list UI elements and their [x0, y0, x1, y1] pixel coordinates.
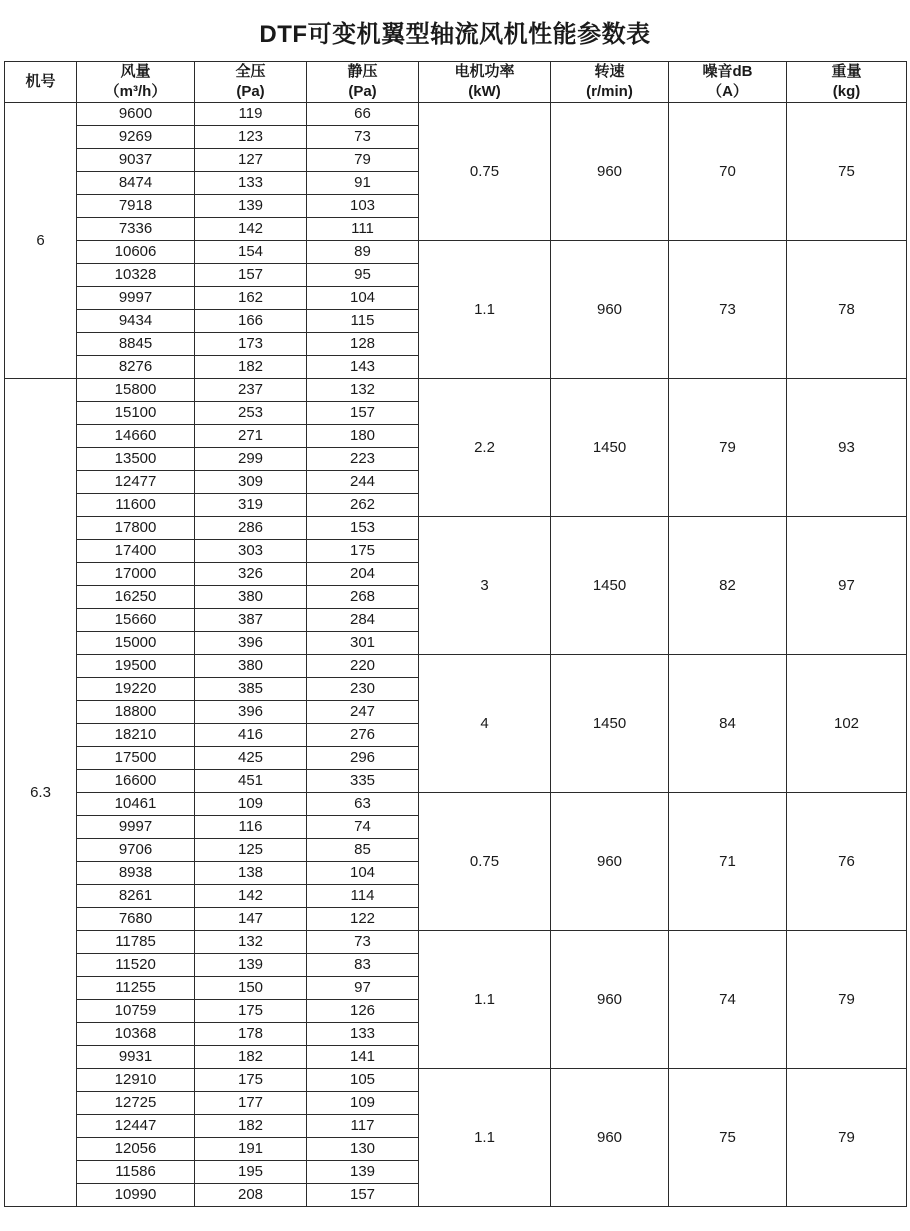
cell-total-pressure: 182	[195, 356, 307, 379]
cell-static-pressure: 268	[307, 586, 419, 609]
column-header-weight: 重量 (kg)	[787, 62, 907, 103]
cell-static-pressure: 85	[307, 839, 419, 862]
cell-static-pressure: 139	[307, 1161, 419, 1184]
cell-total-pressure: 147	[195, 908, 307, 931]
cell-total-pressure: 139	[195, 954, 307, 977]
page-title: DTF可变机翼型轴流风机性能参数表	[259, 21, 651, 48]
cell-weight: 93	[787, 379, 907, 517]
cell-airflow: 10368	[77, 1023, 195, 1046]
cell-total-pressure: 175	[195, 1000, 307, 1023]
cell-total-pressure: 182	[195, 1046, 307, 1069]
cell-weight: 79	[787, 931, 907, 1069]
cell-airflow: 9037	[77, 149, 195, 172]
cell-static-pressure: 79	[307, 149, 419, 172]
cell-weight: 79	[787, 1069, 907, 1207]
cell-static-pressure: 73	[307, 126, 419, 149]
cell-total-pressure: 286	[195, 517, 307, 540]
table-row	[5, 931, 907, 954]
cell-static-pressure: 114	[307, 885, 419, 908]
table-body	[5, 103, 907, 1207]
cell-airflow: 17500	[77, 747, 195, 770]
cell-airflow: 12056	[77, 1138, 195, 1161]
cell-airflow: 9600	[77, 103, 195, 126]
cell-weight: 75	[787, 103, 907, 241]
cell-total-pressure: 125	[195, 839, 307, 862]
cell-total-pressure: 123	[195, 126, 307, 149]
cell-speed: 1450	[551, 655, 669, 793]
cell-total-pressure: 191	[195, 1138, 307, 1161]
cell-static-pressure: 296	[307, 747, 419, 770]
cell-airflow: 11586	[77, 1161, 195, 1184]
table-row	[5, 793, 907, 816]
cell-airflow: 12910	[77, 1069, 195, 1092]
cell-static-pressure: 73	[307, 931, 419, 954]
cell-motor-power: 1.1	[419, 1069, 551, 1207]
cell-static-pressure: 141	[307, 1046, 419, 1069]
cell-total-pressure: 303	[195, 540, 307, 563]
cell-static-pressure: 126	[307, 1000, 419, 1023]
cell-airflow: 7680	[77, 908, 195, 931]
cell-static-pressure: 122	[307, 908, 419, 931]
column-header-speed: 转速 (r/min)	[551, 62, 669, 103]
cell-static-pressure: 247	[307, 701, 419, 724]
cell-total-pressure: 109	[195, 793, 307, 816]
cell-airflow: 12447	[77, 1115, 195, 1138]
cell-static-pressure: 66	[307, 103, 419, 126]
cell-static-pressure: 244	[307, 471, 419, 494]
cell-static-pressure: 175	[307, 540, 419, 563]
cell-noise: 70	[669, 103, 787, 241]
table-header-row	[5, 62, 907, 103]
column-header-airflow: 风量 （m³/h）	[77, 62, 195, 103]
cell-noise: 82	[669, 517, 787, 655]
cell-static-pressure: 117	[307, 1115, 419, 1138]
cell-total-pressure: 451	[195, 770, 307, 793]
cell-static-pressure: 74	[307, 816, 419, 839]
cell-airflow: 8261	[77, 885, 195, 908]
cell-airflow: 9269	[77, 126, 195, 149]
cell-static-pressure: 115	[307, 310, 419, 333]
column-header-model: 机号	[5, 62, 77, 103]
cell-airflow: 10759	[77, 1000, 195, 1023]
cell-airflow: 9931	[77, 1046, 195, 1069]
cell-airflow: 7336	[77, 218, 195, 241]
cell-airflow: 7918	[77, 195, 195, 218]
cell-motor-power: 1.1	[419, 241, 551, 379]
cell-motor-power: 0.75	[419, 103, 551, 241]
cell-static-pressure: 132	[307, 379, 419, 402]
cell-airflow: 10461	[77, 793, 195, 816]
cell-total-pressure: 119	[195, 103, 307, 126]
cell-static-pressure: 276	[307, 724, 419, 747]
cell-total-pressure: 237	[195, 379, 307, 402]
cell-motor-power: 4	[419, 655, 551, 793]
cell-speed: 960	[551, 241, 669, 379]
cell-static-pressure: 143	[307, 356, 419, 379]
cell-total-pressure: 150	[195, 977, 307, 1000]
cell-airflow: 9997	[77, 287, 195, 310]
cell-static-pressure: 153	[307, 517, 419, 540]
cell-airflow: 16250	[77, 586, 195, 609]
cell-airflow: 8938	[77, 862, 195, 885]
cell-airflow: 8474	[77, 172, 195, 195]
cell-airflow: 11520	[77, 954, 195, 977]
cell-airflow: 10328	[77, 264, 195, 287]
cell-total-pressure: 138	[195, 862, 307, 885]
cell-total-pressure: 271	[195, 425, 307, 448]
cell-airflow: 12477	[77, 471, 195, 494]
cell-total-pressure: 157	[195, 264, 307, 287]
cell-static-pressure: 180	[307, 425, 419, 448]
cell-total-pressure: 142	[195, 218, 307, 241]
cell-total-pressure: 182	[195, 1115, 307, 1138]
cell-airflow: 15800	[77, 379, 195, 402]
cell-weight: 76	[787, 793, 907, 931]
cell-model: 6	[5, 103, 77, 379]
cell-static-pressure: 223	[307, 448, 419, 471]
cell-total-pressure: 142	[195, 885, 307, 908]
cell-airflow: 18800	[77, 701, 195, 724]
cell-total-pressure: 175	[195, 1069, 307, 1092]
cell-total-pressure: 133	[195, 172, 307, 195]
cell-airflow: 16600	[77, 770, 195, 793]
cell-airflow: 8276	[77, 356, 195, 379]
cell-total-pressure: 380	[195, 655, 307, 678]
cell-noise: 73	[669, 241, 787, 379]
cell-noise: 84	[669, 655, 787, 793]
column-header-noise: 噪音dB （A）	[669, 62, 787, 103]
cell-static-pressure: 109	[307, 1092, 419, 1115]
cell-total-pressure: 166	[195, 310, 307, 333]
cell-static-pressure: 95	[307, 264, 419, 287]
cell-airflow: 11600	[77, 494, 195, 517]
cell-airflow: 14660	[77, 425, 195, 448]
cell-total-pressure: 208	[195, 1184, 307, 1207]
cell-airflow: 17400	[77, 540, 195, 563]
cell-static-pressure: 220	[307, 655, 419, 678]
cell-airflow: 9997	[77, 816, 195, 839]
cell-static-pressure: 89	[307, 241, 419, 264]
cell-weight: 78	[787, 241, 907, 379]
cell-total-pressure: 326	[195, 563, 307, 586]
cell-static-pressure: 157	[307, 402, 419, 425]
cell-static-pressure: 230	[307, 678, 419, 701]
cell-total-pressure: 127	[195, 149, 307, 172]
cell-total-pressure: 396	[195, 632, 307, 655]
cell-total-pressure: 195	[195, 1161, 307, 1184]
cell-static-pressure: 130	[307, 1138, 419, 1161]
cell-total-pressure: 177	[195, 1092, 307, 1115]
cell-static-pressure: 103	[307, 195, 419, 218]
cell-airflow: 17000	[77, 563, 195, 586]
cell-total-pressure: 154	[195, 241, 307, 264]
cell-total-pressure: 319	[195, 494, 307, 517]
cell-motor-power: 2.2	[419, 379, 551, 517]
table-row	[5, 379, 907, 402]
cell-airflow: 9434	[77, 310, 195, 333]
cell-model: 6.3	[5, 379, 77, 1207]
cell-airflow: 15100	[77, 402, 195, 425]
cell-airflow: 11255	[77, 977, 195, 1000]
cell-static-pressure: 104	[307, 287, 419, 310]
cell-total-pressure: 416	[195, 724, 307, 747]
cell-static-pressure: 157	[307, 1184, 419, 1207]
cell-total-pressure: 385	[195, 678, 307, 701]
cell-static-pressure: 97	[307, 977, 419, 1000]
cell-motor-power: 1.1	[419, 931, 551, 1069]
cell-airflow: 9706	[77, 839, 195, 862]
cell-static-pressure: 91	[307, 172, 419, 195]
cell-static-pressure: 83	[307, 954, 419, 977]
cell-motor-power: 0.75	[419, 793, 551, 931]
cell-static-pressure: 63	[307, 793, 419, 816]
cell-speed: 1450	[551, 517, 669, 655]
cell-airflow: 10606	[77, 241, 195, 264]
cell-total-pressure: 309	[195, 471, 307, 494]
cell-speed: 960	[551, 931, 669, 1069]
cell-noise: 71	[669, 793, 787, 931]
column-header-motor-power: 电机功率 (kW)	[419, 62, 551, 103]
cell-total-pressure: 132	[195, 931, 307, 954]
cell-total-pressure: 396	[195, 701, 307, 724]
cell-static-pressure: 262	[307, 494, 419, 517]
cell-noise: 75	[669, 1069, 787, 1207]
cell-weight: 97	[787, 517, 907, 655]
table-row	[5, 1069, 907, 1092]
cell-static-pressure: 104	[307, 862, 419, 885]
cell-total-pressure: 139	[195, 195, 307, 218]
cell-total-pressure: 173	[195, 333, 307, 356]
cell-static-pressure: 105	[307, 1069, 419, 1092]
cell-airflow: 17800	[77, 517, 195, 540]
cell-total-pressure: 162	[195, 287, 307, 310]
cell-speed: 960	[551, 793, 669, 931]
cell-noise: 79	[669, 379, 787, 517]
cell-total-pressure: 425	[195, 747, 307, 770]
cell-static-pressure: 284	[307, 609, 419, 632]
cell-airflow: 10990	[77, 1184, 195, 1207]
cell-weight: 102	[787, 655, 907, 793]
cell-static-pressure: 335	[307, 770, 419, 793]
cell-airflow: 15000	[77, 632, 195, 655]
cell-total-pressure: 178	[195, 1023, 307, 1046]
cell-static-pressure: 133	[307, 1023, 419, 1046]
cell-speed: 1450	[551, 379, 669, 517]
cell-static-pressure: 301	[307, 632, 419, 655]
cell-airflow: 13500	[77, 448, 195, 471]
cell-total-pressure: 253	[195, 402, 307, 425]
cell-airflow: 11785	[77, 931, 195, 954]
cell-static-pressure: 111	[307, 218, 419, 241]
table-row	[5, 655, 907, 678]
column-header-total-pressure: 全压 (Pa)	[195, 62, 307, 103]
column-header-static-pressure: 静压 (Pa)	[307, 62, 419, 103]
cell-airflow: 19220	[77, 678, 195, 701]
cell-total-pressure: 116	[195, 816, 307, 839]
cell-static-pressure: 204	[307, 563, 419, 586]
cell-airflow: 15660	[77, 609, 195, 632]
cell-total-pressure: 380	[195, 586, 307, 609]
cell-motor-power: 3	[419, 517, 551, 655]
cell-airflow: 12725	[77, 1092, 195, 1115]
cell-airflow: 18210	[77, 724, 195, 747]
table-row	[5, 241, 907, 264]
table-row	[5, 103, 907, 126]
cell-total-pressure: 299	[195, 448, 307, 471]
cell-noise: 74	[669, 931, 787, 1069]
cell-airflow: 8845	[77, 333, 195, 356]
table-header	[5, 62, 907, 103]
cell-airflow: 19500	[77, 655, 195, 678]
cell-total-pressure: 387	[195, 609, 307, 632]
cell-static-pressure: 128	[307, 333, 419, 356]
cell-speed: 960	[551, 1069, 669, 1207]
performance-table	[4, 61, 907, 1207]
table-row	[5, 517, 907, 540]
cell-speed: 960	[551, 103, 669, 241]
